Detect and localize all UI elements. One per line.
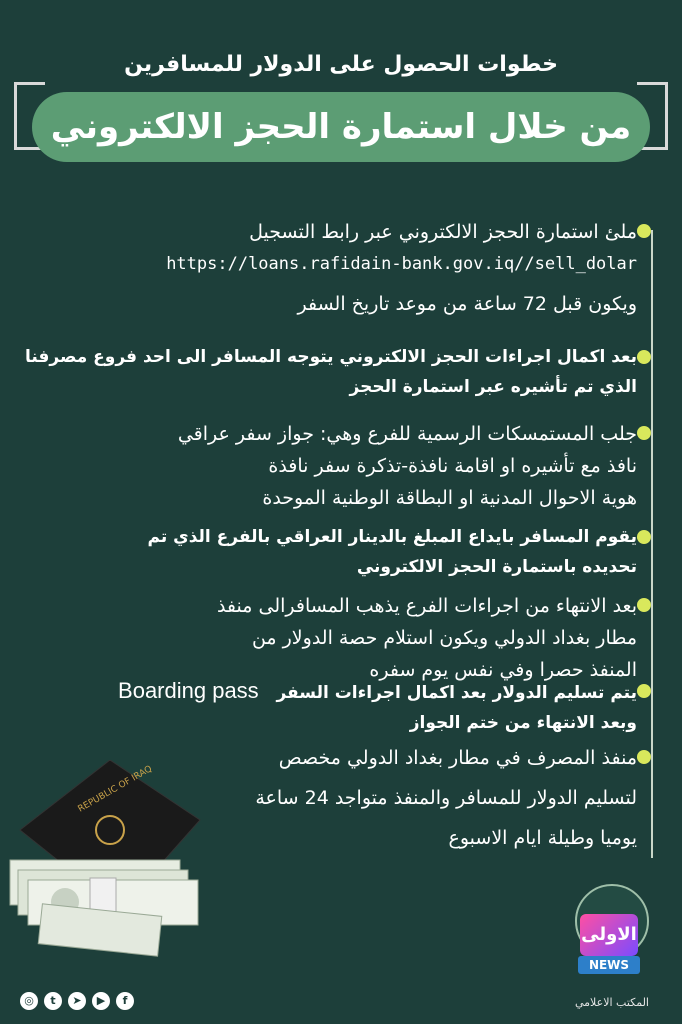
step-3-line-1: جلب المستمسكات الرسمية للفرع وهي: جواز سفر عراقي (177, 423, 637, 445)
step-6-line-1-text: يتم تسليم الدولار بعد اكمال اجراءات السفر (276, 683, 637, 703)
step-3-line-3: هوية الاحوال المدنية او البطاقة الوطنية الموحدة (262, 487, 637, 509)
step-5 (40, 590, 637, 686)
bullet-dot (637, 426, 651, 440)
step-6-line-1 (40, 676, 637, 708)
instagram-icon[interactable]: ◎ (20, 992, 38, 1010)
step-2-line-2: الذي تم تأشيره عبر استمارة الحجز (349, 377, 637, 397)
step-1 (40, 216, 637, 320)
header-title: خطوات الحصول على الدولار للمسافرين (124, 52, 558, 77)
registration-link[interactable]: https://loans.rafidain-bank.gov.iq//sell_dolar (166, 254, 637, 274)
bullet-dot (637, 750, 651, 764)
step-5-line-3: المنفذ حصرا وفي نفس يوم سفره (369, 659, 637, 681)
news-logo (572, 884, 652, 1014)
step-1-line-1: ملئ استمارة الحجز الالكتروني عبر رابط التسجيل (249, 221, 637, 243)
step-2 (24, 342, 637, 402)
step-5-line-2: مطار بغداد الدولي ويكون استلام حصة الدولار من (251, 627, 637, 649)
step-3-line-2: نافذ مع تأشيره او اقامة نافذة-تذكرة سفر نافذة (268, 455, 637, 477)
step-5-line-1: بعد الانتهاء من اجراءات الفرع يذهب المسافرالى منفذ (216, 595, 637, 617)
bullet-dot (637, 350, 651, 364)
step-6 (40, 676, 637, 738)
step-7-line-3: يوميا وطيلة ايام الاسبوع (448, 827, 637, 849)
bullet-dot (637, 598, 651, 612)
youtube-icon[interactable]: ▶ (92, 992, 110, 1010)
step-1-line-3: ويكون قبل 72 ساعة من موعد تاريخ السفر (297, 293, 637, 315)
telegram-icon[interactable]: ➤ (68, 992, 86, 1010)
step-7-line-1: منفذ المصرف في مطار بغداد الدولي مخصص (278, 747, 637, 769)
step-3 (40, 418, 637, 514)
boarding-pass-text: Boarding pass (118, 678, 259, 703)
logo-badge: الاولى (580, 914, 638, 956)
social-icons (20, 992, 134, 1010)
step-4-line-2: تحديده باستمارة الحجز الالكتروني (356, 557, 637, 577)
logo-news-label: NEWS (578, 956, 640, 974)
timeline-line (651, 230, 653, 858)
step-4-line-1: يقوم المسافر بايداع المبلغ بالدينار العراقي بالفرع الذي تم (147, 527, 637, 547)
passport-money-illustration (0, 760, 230, 960)
passport-text: REPUBLIC OF IRAQ (76, 764, 154, 815)
twitter-icon[interactable]: t (44, 992, 62, 1010)
header-pill-text: من خلال استمارة الحجز الالكتروني (50, 107, 632, 147)
bullet-dot (637, 530, 651, 544)
logo-caption: المكتب الاعلامي (575, 996, 649, 1009)
money-stack-icon (10, 860, 198, 956)
bullet-dot (637, 684, 651, 698)
step-2-line-1: بعد اكمال اجراءات الحجز الالكتروني يتوجه المسافر الى احد فروع مصرفنا (24, 347, 637, 367)
header-pill (32, 92, 650, 162)
step-7-line-2: لتسليم الدولار للمسافر والمنفذ متواجد 24 ساعة (255, 787, 637, 809)
facebook-icon[interactable]: f (116, 992, 134, 1010)
bullet-dot (637, 224, 651, 238)
step-6-line-2: وبعد الانتهاء من ختم الجواز (409, 713, 637, 733)
step-4 (40, 522, 637, 582)
